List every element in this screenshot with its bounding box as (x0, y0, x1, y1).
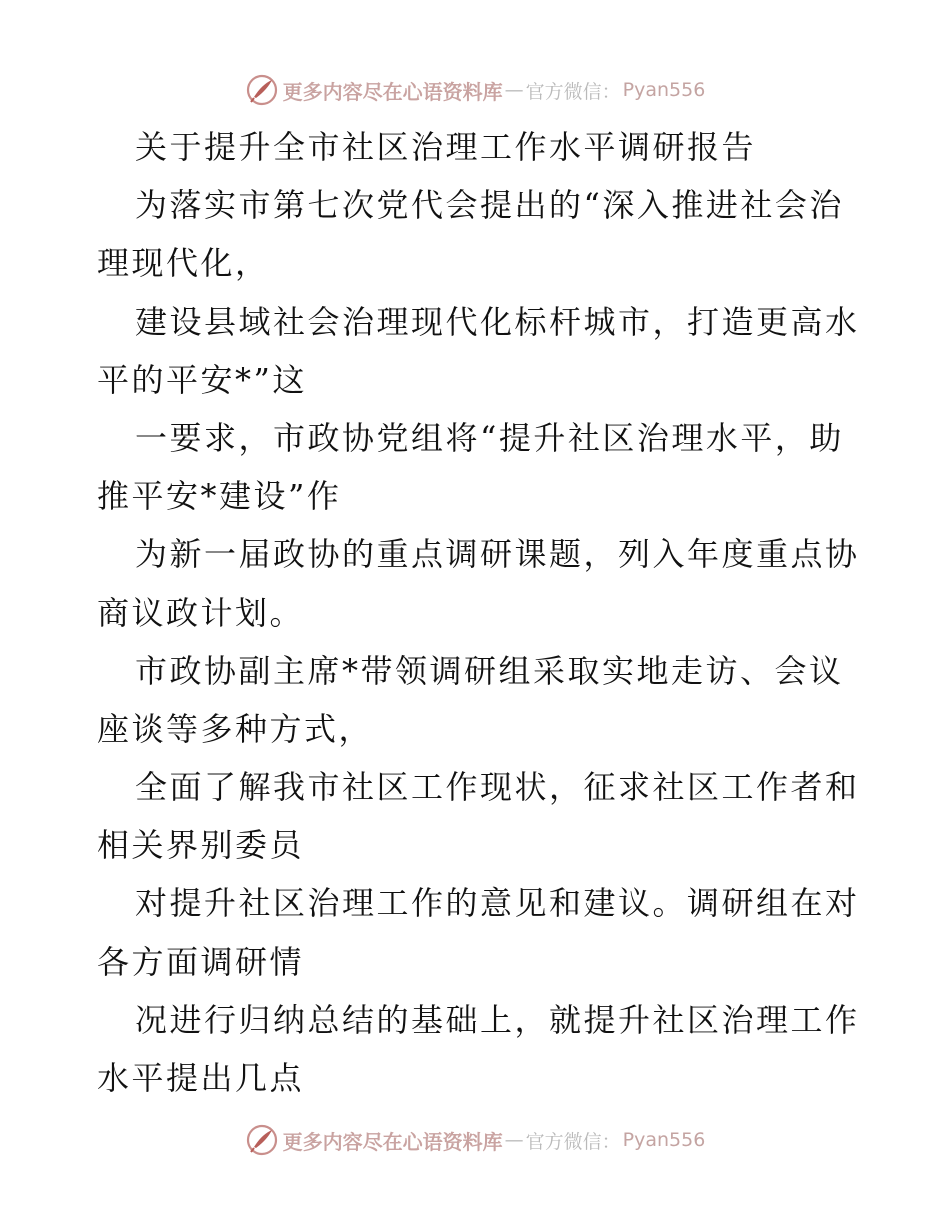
watermark-dash: — (504, 79, 524, 101)
document-title: 关于提升全市社区治理工作水平调研报告 (135, 128, 757, 166)
text-line: 理现代化， (97, 244, 270, 283)
text-line: 为新一届政协的重点调研课题，列入年度重点协 (135, 535, 860, 574)
text-line: 况进行归纳总结的基础上，就提升社区治理工作 (135, 1000, 860, 1039)
quill-logo-icon (245, 1123, 279, 1157)
text-line: 市政协副主席*带领调研组采取实地走访、会议 (135, 651, 844, 690)
text-line: 商议政计划。 (97, 593, 305, 632)
watermark-wechat-id: Pyan556 (622, 1129, 706, 1151)
footer-watermark (0, 1120, 950, 1160)
text-line: 对提升社区治理工作的意见和建议。调研组在对 (135, 884, 860, 923)
text-line: 平的平安*”这 (97, 360, 307, 399)
text-line: 座谈等多种方式， (97, 709, 374, 748)
header-watermark (0, 70, 950, 110)
watermark-title: 更多内容尽在心语资料库 (282, 1129, 503, 1154)
watermark-dash: — (504, 1129, 524, 1151)
watermark-official-label: 官方微信： (525, 1130, 621, 1153)
text-line: 建设县域社会治理现代化标杆城市，打造更高水 (135, 302, 860, 341)
document-body (97, 118, 860, 1107)
text-line: 水平提出几点 (97, 1059, 305, 1097)
watermark-wechat-id: Pyan556 (622, 79, 706, 101)
text-line: 各方面调研情 (97, 942, 305, 981)
text-line: 相关界别委员 (97, 826, 305, 865)
text-line: 为落实市第七次党代会提出的“深入推进社会治 (135, 186, 844, 225)
watermark-official-label: 官方微信： (525, 80, 621, 103)
text-line: 一要求，市政协党组将“提升社区治理水平，助 (135, 418, 844, 457)
text-line: 推平安*建设”作 (97, 477, 342, 516)
watermark-title: 更多内容尽在心语资料库 (282, 79, 503, 104)
quill-logo-icon (245, 73, 279, 107)
text-line: 全面了解我市社区工作现状，征求社区工作者和 (135, 768, 860, 807)
